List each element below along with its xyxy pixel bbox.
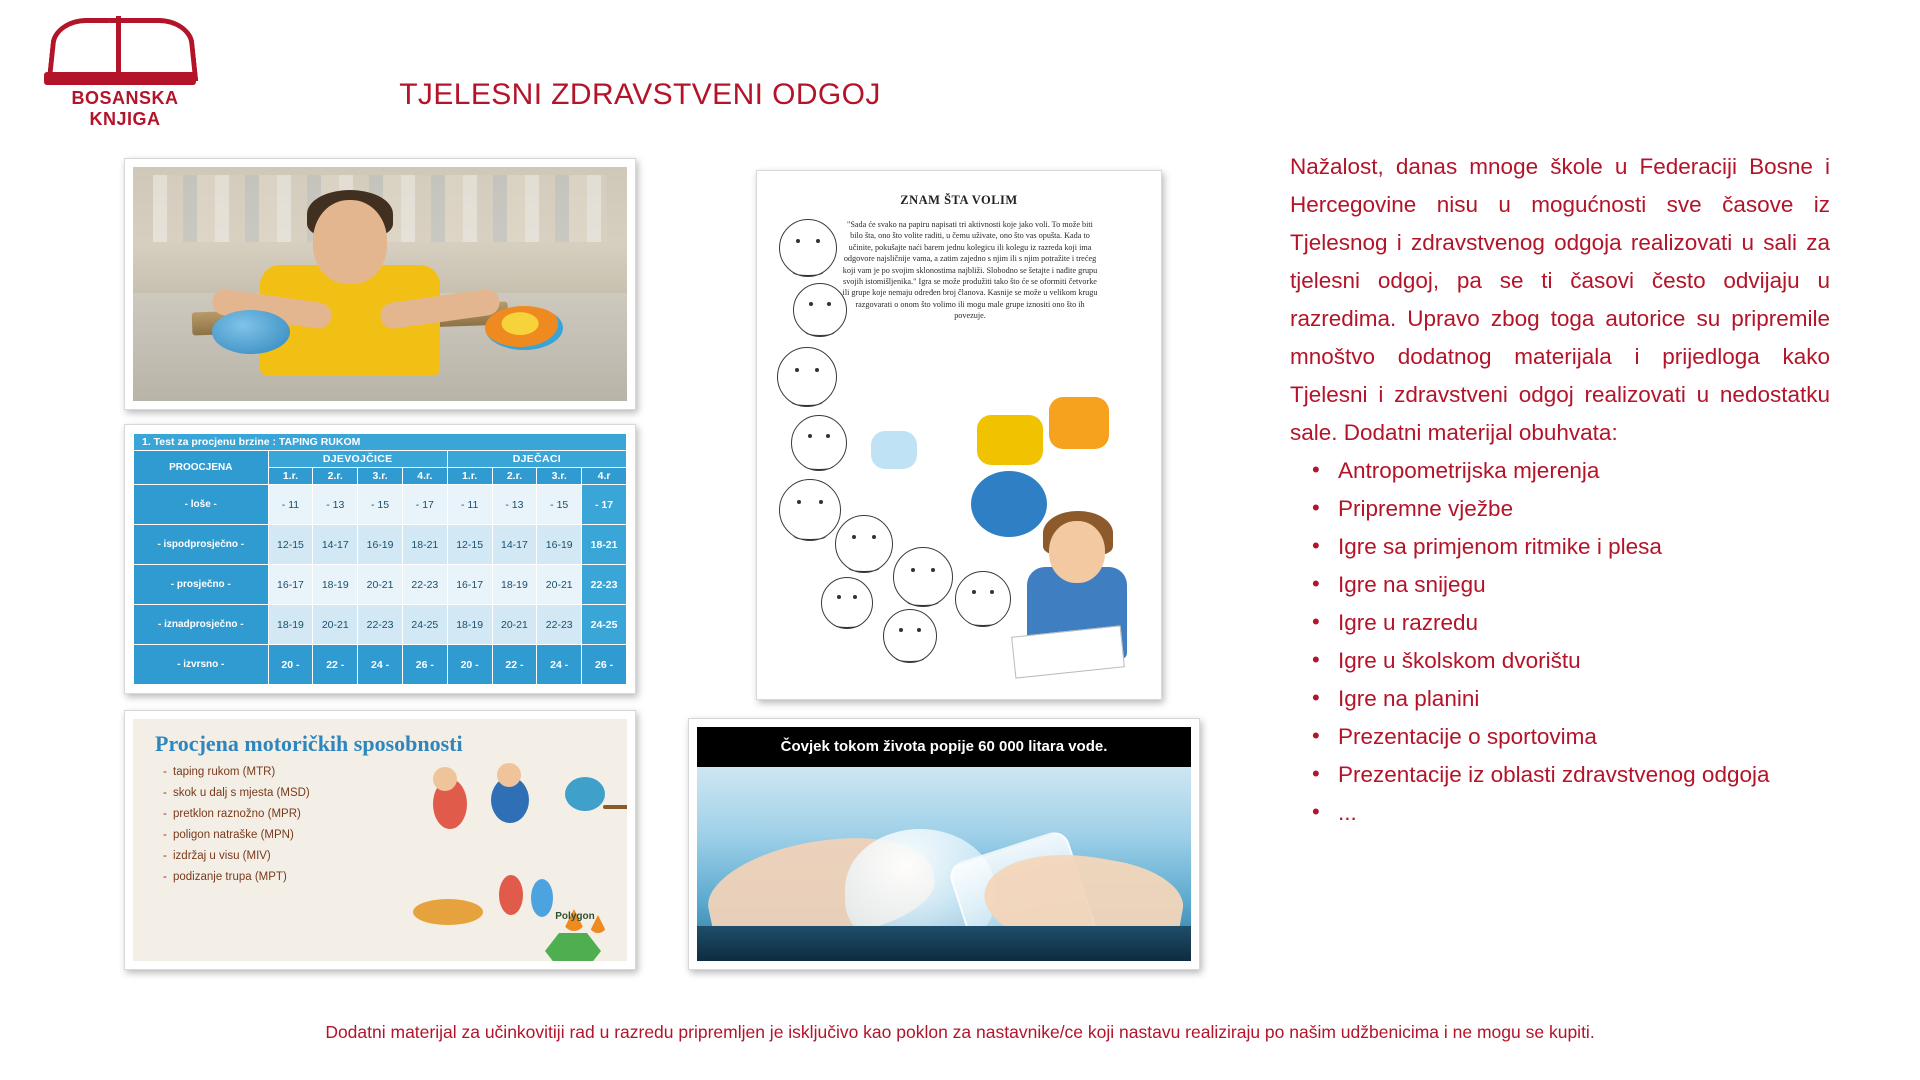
open-book-icon bbox=[40, 12, 200, 84]
table-cell: 16-17 bbox=[447, 565, 492, 605]
table-cell: 22 - bbox=[313, 645, 358, 685]
material-bullet-item: • Pripremne vježbe bbox=[1290, 490, 1830, 528]
table-cell: 12-15 bbox=[268, 525, 313, 565]
table-cell: - 17 bbox=[402, 485, 447, 525]
motor-list-item: - taping rukom (MTR) bbox=[163, 766, 627, 778]
table-row bbox=[134, 605, 627, 645]
table-cell: 20-21 bbox=[492, 605, 537, 645]
table-cell: 20 - bbox=[447, 645, 492, 685]
table-cell: - 13 bbox=[313, 485, 358, 525]
table-cell: 24-25 bbox=[402, 605, 447, 645]
material-bullet-item: • Igre na planini bbox=[1290, 680, 1830, 718]
table-row bbox=[134, 485, 627, 525]
motor-list-item: - skok u dalj s mjesta (MSD) bbox=[163, 787, 627, 799]
kid-head-icon bbox=[821, 577, 873, 629]
kid-head-icon bbox=[777, 347, 837, 407]
table-cell: 16-19 bbox=[358, 525, 403, 565]
table-cell: 14-17 bbox=[492, 525, 537, 565]
table-row bbox=[134, 525, 627, 565]
table-row-label: - izvrsno - bbox=[134, 645, 269, 685]
taping-table bbox=[133, 433, 627, 685]
table-cell: 12-15 bbox=[447, 525, 492, 565]
table-cell: 22-23 bbox=[582, 565, 627, 605]
table-subheader-cell: 2.r. bbox=[492, 468, 537, 485]
table-cell: 26 - bbox=[582, 645, 627, 685]
table-subheader-cell: 3.r. bbox=[358, 468, 403, 485]
kid-head-icon bbox=[779, 219, 837, 277]
material-bullet-item: • Prezentacije o sportovima bbox=[1290, 718, 1830, 756]
intro-paragraph: Nažalost, danas mnoge škole u Federaciji Bosne i Hercegovine nisu u mogućnosti sve časove iz Tjelesnog i zdravstvenog odgoja realizovati u sali za tjelesni odgoj, pa se ti časovi često odvijaju u razredima. Upravo zbog toga autorice su pripremile mnoštvo dodatnog materijala i prijedloga kako Tjelesni i zdravstveni odgoj realizovati u nedostatku sale. Dodatni materijal obuhvata: bbox=[1290, 154, 1830, 445]
motor-title: Procjena motoričkih sposobnosti bbox=[155, 731, 463, 756]
material-bullet-item: • Igre na snijegu bbox=[1290, 566, 1830, 604]
right-text-column bbox=[1290, 148, 1830, 832]
kid-head-icon bbox=[779, 479, 841, 541]
kid-head-icon bbox=[835, 515, 893, 573]
material-bullet-item: • Igre u razredu bbox=[1290, 604, 1830, 642]
thought-panel-icon bbox=[871, 431, 917, 469]
table-subheader-cell: 3.r. bbox=[537, 468, 582, 485]
material-bullet-item: • Prezentacije iz oblasti zdravstvenog odgoja bbox=[1290, 756, 1830, 794]
material-bullet-item: • Igre sa primjenom ritmike i plesa bbox=[1290, 528, 1830, 566]
table-cell: 20-21 bbox=[313, 605, 358, 645]
poster-body: "Sada će svako na papiru napisati tri aktivnosti koje jako voli. To može biti bilo šta, ono što volite raditi, u čemu uživate, ono što vas opušta. Kada to učinite, pokušajte naći barem jednu kolegicu ili kolegu iz razreda koji ima odgovore najsličnije vama, a zatim zajedno s njim ili s njim potražite i trećeg koji vam je po svojim sklonostima najbliži. Slobodno se šetajte i nađite grupu svojih istomišljenika." Igra se može produžiti tako što će se oformiti četvorke ili grupe koje nemaju određen broj članova. Kasnije se može u velikom krugu razgovarati o onom što volimo ili mogu male grupe iznositi ono što ih povezuje. bbox=[842, 220, 1098, 321]
table-cell: - 17 bbox=[582, 485, 627, 525]
table-cell: 18-19 bbox=[447, 605, 492, 645]
polygon-label: Polygon bbox=[555, 911, 595, 922]
table-cell: 16-19 bbox=[537, 525, 582, 565]
photo-boy-taping bbox=[124, 158, 636, 410]
table-body bbox=[134, 485, 627, 685]
motor-list-item: - pretklon raznožno (MPR) bbox=[163, 808, 627, 820]
table-subheader-cell: 2.r. bbox=[313, 468, 358, 485]
table-cell: 22-23 bbox=[402, 565, 447, 605]
kid-head-icon bbox=[793, 283, 847, 337]
video-headline: Čovjek tokom života popije 60 000 litara vode. bbox=[697, 727, 1191, 767]
page-title: TJELESNI ZDRAVSTVENI ODGOJ bbox=[399, 78, 881, 111]
footer-note: Dodatni materijal za učinkovitiji rad u razredu pripremljen je isključivo kao poklon za nastavnike/ce koji nastavu realiziraju po našim udžbenicima i ne mogu se kupiti. bbox=[325, 1022, 1595, 1042]
table-cell: 20 - bbox=[268, 645, 313, 685]
motor-list-item: - poligon natraške (MPN) bbox=[163, 829, 627, 841]
table-cell: 18-19 bbox=[313, 565, 358, 605]
table-cell: 22 - bbox=[492, 645, 537, 685]
table-cell: 18-21 bbox=[582, 525, 627, 565]
motor-list-item: - podizanje trupa (MPT) bbox=[163, 871, 627, 883]
table-row-label: - ispodprosječno - bbox=[134, 525, 269, 565]
table-subheader-cell: 1.r. bbox=[268, 468, 313, 485]
table-cell: 18-19 bbox=[492, 565, 537, 605]
table-row bbox=[134, 645, 627, 685]
kid-head-icon bbox=[955, 571, 1011, 627]
girl-writing-illustration bbox=[1019, 505, 1139, 665]
table-row-label: - loše - bbox=[134, 485, 269, 525]
poster-title: ZNAM ŠTA VOLIM bbox=[900, 193, 1018, 207]
table-cell: 14-17 bbox=[313, 525, 358, 565]
material-bullet-item: • Igre u školskom dvorištu bbox=[1290, 642, 1830, 680]
table-cell: - 15 bbox=[358, 485, 403, 525]
table-cell: 18-19 bbox=[268, 605, 313, 645]
table-subheader-cell: 4.r. bbox=[402, 468, 447, 485]
table-cell: 20-21 bbox=[358, 565, 403, 605]
table-cell: - 15 bbox=[537, 485, 582, 525]
table-cell: - 11 bbox=[268, 485, 313, 525]
video-thumbnail-voda[interactable] bbox=[688, 718, 1200, 970]
table-row bbox=[134, 565, 627, 605]
table-taping-rukom bbox=[124, 424, 636, 694]
motor-list-item: - izdržaj u visu (MIV) bbox=[163, 850, 627, 862]
material-bullet-item: • ... bbox=[1290, 794, 1830, 832]
table-cell: 22-23 bbox=[537, 605, 582, 645]
logo-text: BOSANSKA KNJIGA bbox=[71, 88, 179, 129]
table-subheader-cell: 4.r bbox=[582, 468, 627, 485]
table-cell: - 11 bbox=[447, 485, 492, 525]
table-group-girls: DJEVOJČICE bbox=[268, 451, 447, 468]
table-title: 1. Test za procjenu brzine : TAPING RUKOM bbox=[134, 434, 627, 451]
table-cell: 16-17 bbox=[268, 565, 313, 605]
table-cell: 26 - bbox=[402, 645, 447, 685]
table-cell: 18-21 bbox=[402, 525, 447, 565]
table-cell: 20-21 bbox=[537, 565, 582, 605]
table-cell: 24 - bbox=[537, 645, 582, 685]
thought-panel-icon bbox=[977, 415, 1043, 465]
table-row-label: - prosječno - bbox=[134, 565, 269, 605]
material-bullet-list bbox=[1290, 452, 1830, 832]
table-corner-label: PROOCJENA bbox=[134, 451, 269, 485]
table-cell: 24 - bbox=[358, 645, 403, 685]
kid-head-icon bbox=[893, 547, 953, 607]
material-bullet-item: • Antropometrijska mjerenja bbox=[1290, 452, 1830, 490]
kid-head-icon bbox=[791, 415, 847, 471]
slide-motor-abilities bbox=[124, 710, 636, 970]
table-cell: 24-25 bbox=[582, 605, 627, 645]
table-row-label: - iznadprosječno - bbox=[134, 605, 269, 645]
poster-znam-sta-volim bbox=[756, 170, 1162, 700]
table-cell: 22-23 bbox=[358, 605, 403, 645]
motor-list bbox=[133, 766, 627, 883]
thought-panel-icon bbox=[1049, 397, 1109, 449]
table-cell: - 13 bbox=[492, 485, 537, 525]
table-subheader-cell: 1.r. bbox=[447, 468, 492, 485]
kid-head-icon bbox=[883, 609, 937, 663]
table-group-boys: DJEČACI bbox=[447, 451, 626, 468]
